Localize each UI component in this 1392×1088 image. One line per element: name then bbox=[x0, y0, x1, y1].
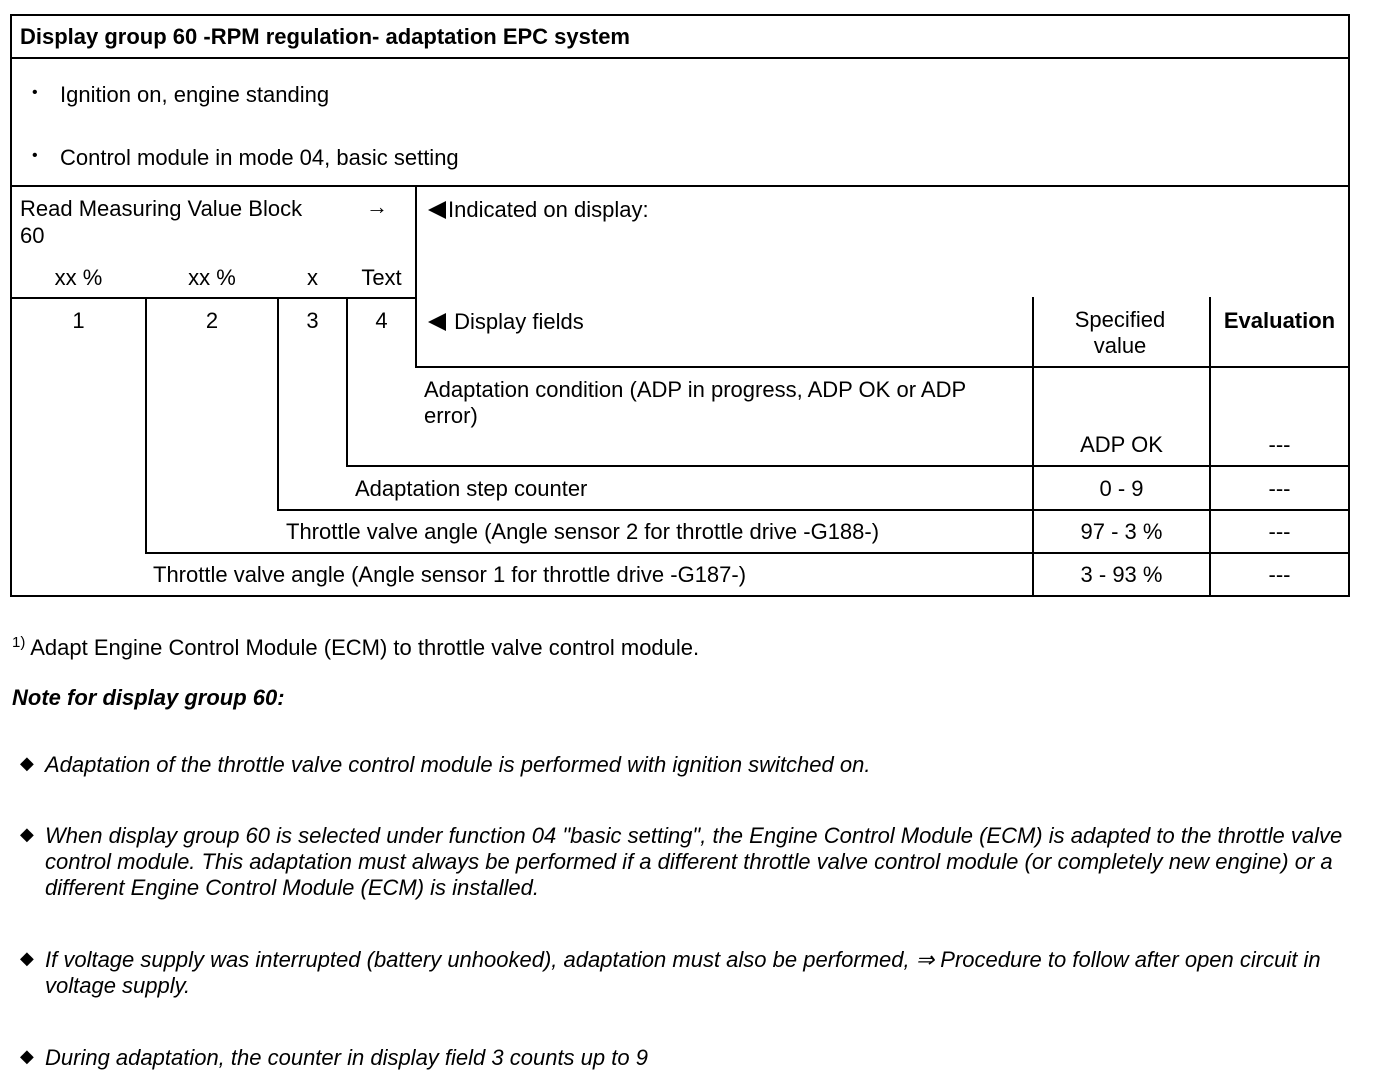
unit-label: xx % bbox=[54, 265, 103, 290]
row-specified: 0 - 9 bbox=[1099, 476, 1144, 501]
unit-label: Text bbox=[361, 265, 402, 290]
specified-value-header: Specified value bbox=[1074, 307, 1166, 358]
row-evaluation: --- bbox=[1268, 519, 1291, 544]
note-item: If voltage supply was interrupted (battery unhooked), adaptation must also be performed, ⇒ Procedure to follow after open circuit in voltage supply. bbox=[45, 947, 1321, 998]
row-description: Adaptation condition (ADP in progress, ADP OK or ADP error) bbox=[424, 377, 966, 428]
right-arrow-icon: → bbox=[366, 194, 388, 219]
field-number: 2 bbox=[205, 308, 219, 333]
footnote bbox=[12, 630, 699, 661]
condition-item: Ignition on, engine standing bbox=[60, 82, 330, 107]
read-block-number: 60 bbox=[20, 223, 45, 248]
diamond-bullet-icon: ◆ bbox=[20, 948, 34, 968]
row-specified: ADP OK bbox=[1080, 432, 1163, 457]
bullet-icon: • bbox=[32, 84, 38, 101]
diamond-bullet-icon: ◆ bbox=[20, 753, 34, 773]
row-description: Throttle valve angle (Angle sensor 2 for throttle drive -G188-) bbox=[286, 519, 880, 544]
row-specified: 97 - 3 % bbox=[1080, 519, 1163, 544]
unit-label: xx % bbox=[188, 265, 236, 290]
read-block-label: Read Measuring Value Block bbox=[20, 196, 303, 221]
row-evaluation: --- bbox=[1268, 432, 1291, 457]
field-number: 4 bbox=[375, 308, 388, 333]
field-number: 1 bbox=[72, 308, 85, 333]
footnote-text: Adapt Engine Control Module (ECM) to throttle valve control module. bbox=[30, 635, 700, 660]
row-description: Throttle valve angle (Angle sensor 1 for throttle drive -G187-) bbox=[153, 562, 747, 587]
field-number: 3 bbox=[306, 308, 319, 333]
note-item: When display group 60 is selected under function 04 "basic setting", the Engine Control Module (ECM) is adapted to the throttle valve control module. This adaptation must always be performed if a different throttle valve control module (or completely new engine) or a different Engine Control Module (ECM) is installed. bbox=[45, 823, 1343, 900]
note-item: During adaptation, the counter in display field 3 counts up to 9 bbox=[45, 1045, 648, 1070]
display-fields-label: Display fields bbox=[428, 309, 584, 335]
condition-item: Control module in mode 04, basic setting bbox=[60, 145, 459, 170]
pointer-triangle-icon bbox=[428, 201, 446, 219]
diamond-bullet-icon: ◆ bbox=[20, 824, 34, 844]
note-item: Adaptation of the throttle valve control module is performed with ignition switched on. bbox=[45, 752, 871, 777]
unit-label: x bbox=[307, 265, 318, 290]
pointer-triangle-icon bbox=[428, 313, 446, 331]
evaluation-header: Evaluation bbox=[1223, 308, 1336, 333]
footnote-marker: 1) bbox=[12, 634, 26, 651]
table-title: Display group 60 -RPM regulation- adaptation EPC system bbox=[20, 24, 630, 49]
bullet-icon: • bbox=[32, 147, 38, 164]
row-description: Adaptation step counter bbox=[355, 476, 588, 501]
row-specified: 3 - 93 % bbox=[1080, 562, 1163, 587]
indicated-label: Indicated on display: bbox=[428, 197, 649, 223]
row-evaluation: --- bbox=[1268, 476, 1291, 501]
note-heading: Note for display group 60: bbox=[12, 685, 285, 710]
row-evaluation: --- bbox=[1268, 562, 1291, 587]
diamond-bullet-icon: ◆ bbox=[20, 1046, 34, 1066]
